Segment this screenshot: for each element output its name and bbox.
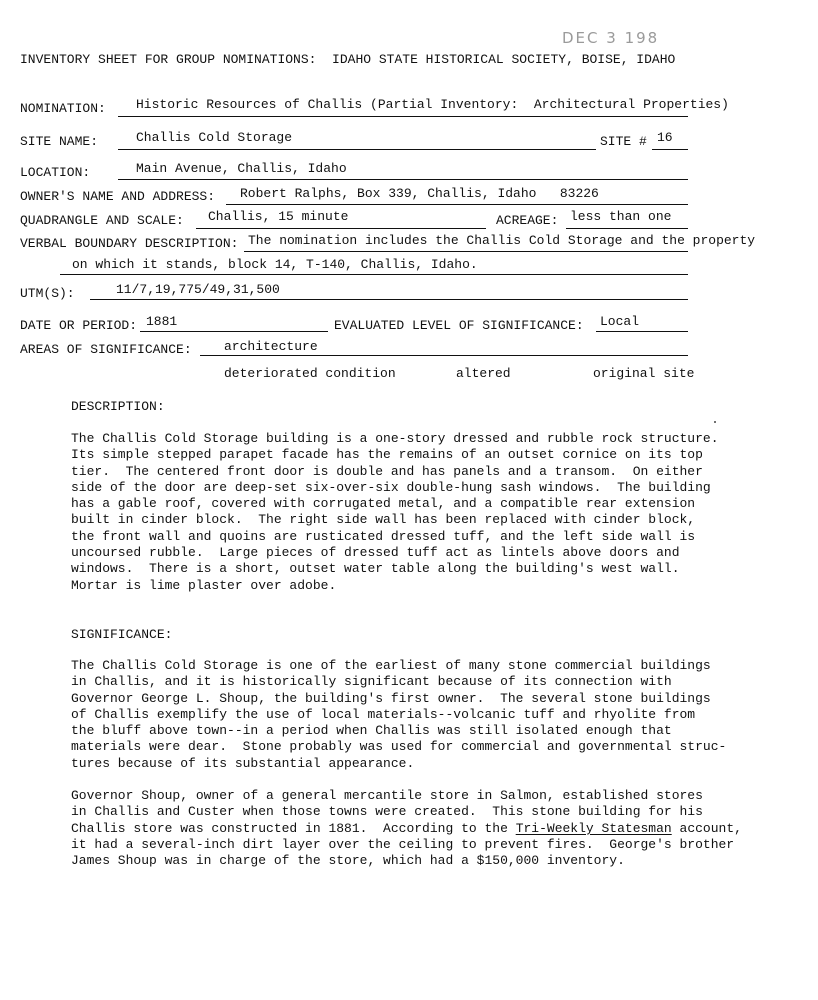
acreage-rule [566, 228, 688, 229]
boundary-label: VERBAL BOUNDARY DESCRIPTION: [20, 236, 239, 251]
site-name-value: Challis Cold Storage [136, 130, 293, 145]
location-rule [118, 179, 688, 180]
level-rule [596, 331, 688, 332]
areas-rule [200, 355, 688, 356]
site-number-rule [652, 149, 688, 150]
quadrangle-rule [196, 228, 486, 229]
paragraph-2-part-1: Governor Shoup, owner of a general mercantile store in Salmon, established stores in Challis and Custer when those towns were created. This stone building for his Challis store was constructed in 1881. According to the [71, 788, 703, 836]
utm-value: 11/7,19,775/49,31,500 [116, 282, 280, 297]
significance-paragraph-1: The Challis Cold Storage is one of the earliest of many stone commercial buildings in Challis, and it is historically significant because of its connection with Governor George L. Shoup, the building's first owner. The several stone buildings of Challis exemplify the use of local materials--volcanic tuff and rhyolite from the bluff above town--in a period when Challis was still isolated enough that materials were dear. Stone probably was used for commercial and governmental struc- tures because of its substantial appearance. [71, 658, 727, 771]
quadrangle-label: QUADRANGLE AND SCALE: [20, 213, 184, 228]
level-value: Local [600, 314, 640, 329]
owner-label: OWNER'S NAME AND ADDRESS: [20, 189, 216, 204]
areas-value: architecture [224, 339, 318, 354]
paragraph-2-part-2: account, it had a several-inch dirt layer over the ceiling to prevent fires. George's brother James Shoup was in charge of the store, which had a $150,000 inventory. [71, 820, 742, 869]
areas-label: AREAS OF SIGNIFICANCE: [20, 342, 192, 357]
boundary-line1: The nomination includes the Challis Cold Storage and the property [248, 233, 756, 248]
significance-heading: SIGNIFICANCE: [71, 627, 173, 642]
acreage-value: less than one [570, 209, 672, 224]
condition-altered: altered [456, 366, 511, 381]
nomination-value: Historic Resources of Challis (Partial Inventory: Architectural Properties) [136, 97, 729, 112]
boundary-rule-2 [60, 274, 688, 275]
date-stamp: DEC 3 198 [562, 29, 660, 47]
description-heading: DESCRIPTION: [71, 399, 165, 414]
site-number-value: 16 [657, 130, 673, 145]
location-label: LOCATION: [20, 165, 91, 180]
description-text: The Challis Cold Storage building is a one-story dressed and rubble rock structure. Its simple stepped parapet facade has the remains of an outset cornice on its top tier. The centered front door is double and has panels and a transom. On either side of the door are deep-set six-over-six double-hung sash windows. The building has a gable roof, covered with corrugated metal, and a compatible rear extension built in cinder block. The right side wall has been replaced with cinder block, the front wall and quoins are rusticated dressed tuff, and the left side wall is uncoursed rubble. Large pieces of dressed tuff act as lintels above doors and windows. There is a short, outset water table along the building's west wall. Mortar is lime plaster over adobe. [71, 431, 719, 593]
nomination-rule [118, 116, 688, 117]
source-title: Tri-Weekly Statesman [515, 820, 672, 836]
owner-value: Robert Ralphs, Box 339, Challis, Idaho 83226 [240, 186, 599, 201]
condition-original-site: original site [593, 366, 695, 381]
owner-rule [226, 204, 688, 205]
level-label: EVALUATED LEVEL OF SIGNIFICANCE: [334, 318, 584, 333]
utm-label: UTM(S): [20, 286, 75, 301]
site-name-label: SITE NAME: [20, 134, 99, 149]
boundary-line2: on which it stands, block 14, T-140, Challis, Idaho. [72, 257, 478, 272]
quadrangle-value: Challis, 15 minute [208, 209, 349, 224]
date-rule [140, 331, 328, 332]
significance-paragraph-2 [71, 788, 791, 869]
speck [714, 421, 716, 423]
sheet-header: INVENTORY SHEET FOR GROUP NOMINATIONS: IDAHO STATE HISTORICAL SOCIETY, BOISE, IDAHO [20, 52, 676, 67]
boundary-rule-1 [244, 251, 688, 252]
date-value: 1881 [146, 314, 178, 329]
location-value: Main Avenue, Challis, Idaho [136, 161, 347, 176]
site-name-rule [118, 149, 596, 150]
nomination-label: NOMINATION: [20, 101, 106, 116]
condition-deteriorated: deteriorated condition [224, 366, 396, 381]
site-number-label: SITE # [600, 134, 647, 149]
utm-rule [90, 299, 688, 300]
acreage-label: ACREAGE: [496, 213, 559, 228]
date-label: DATE OR PERIOD: [20, 318, 138, 333]
